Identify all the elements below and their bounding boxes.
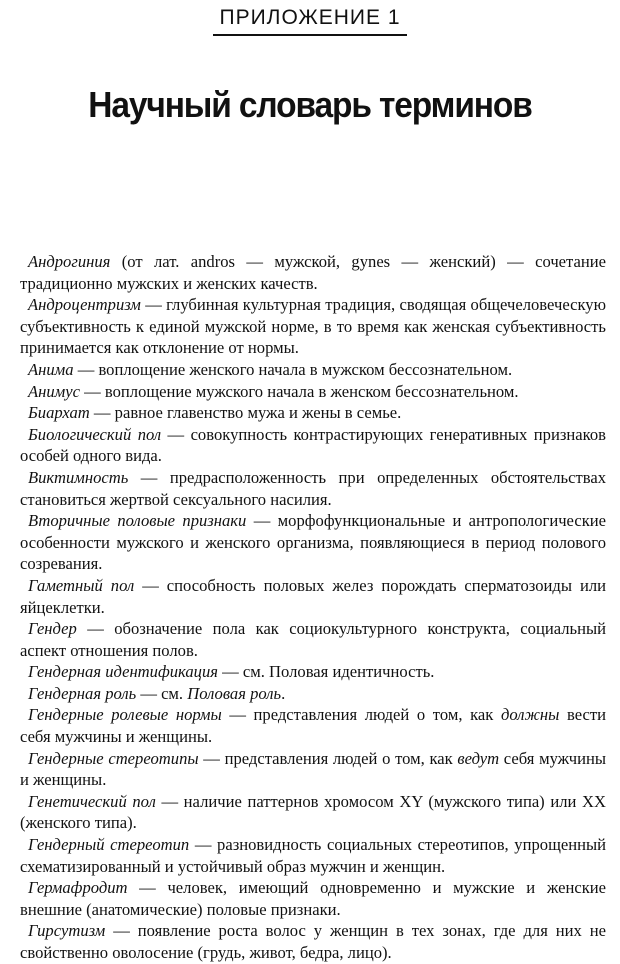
- glossary-emphasis: ведут: [457, 748, 500, 768]
- glossary-entry: [20, 683, 606, 705]
- appendix-label: [0, 6, 620, 36]
- glossary-entry: [20, 920, 606, 963]
- glossary-term: Андроцентризм: [28, 295, 141, 315]
- glossary-definition: — см. Половая идентичность.: [218, 662, 435, 682]
- glossary-entry: [20, 704, 606, 747]
- glossary-definition: — см.: [136, 683, 188, 703]
- glossary-entry: [20, 381, 606, 403]
- glossary-definition-end: .: [281, 683, 286, 703]
- glossary-definition: — появление роста волос у женщин в тех зонах, где для них не свойственно оволосение (грудь, живот, бедра, лицо).: [20, 921, 606, 962]
- appendix-label-text: ПРИЛОЖЕНИЕ 1: [213, 6, 406, 36]
- glossary-entry: [20, 748, 606, 791]
- glossary-term: Генетический пол: [28, 791, 156, 811]
- glossary-definition: — воплощение мужского начала в женском бессознательном.: [80, 381, 519, 401]
- glossary-definition: — представления людей о том, как: [198, 748, 458, 768]
- glossary-definition: — способность половых желез порождать сперматозоиды или яйцеклетки.: [20, 575, 606, 617]
- glossary-definition: — глубинная культурная традиция, сводящая общечеловеческую субъективность к единой мужской норме, в то время как женская субъективность принимается как отклонение от нормы.: [20, 295, 606, 358]
- glossary-term: Вторичные половые признаки: [28, 511, 247, 531]
- glossary-term: Гендерный стереотип: [28, 835, 190, 855]
- glossary-entry: [20, 877, 606, 920]
- glossary-definition: — равное главенство мужа и жены в семье.: [89, 403, 402, 423]
- glossary-term: Гендерные ролевые нормы: [28, 705, 222, 725]
- glossary-term: Анима: [28, 359, 74, 379]
- glossary-definition: (от лат. andros — мужской, gynes — женский) — сочетание традиционно мужских и женских качеств.: [20, 252, 606, 293]
- glossary-term: Гирсутизм: [28, 921, 106, 941]
- glossary-entry: [20, 661, 606, 683]
- glossary-term: Гендерные стереотипы: [28, 748, 199, 768]
- glossary-definition: — разновидность социальных стереотипов, упрощенный схематизированный и устойчивый образ мужчин и женщин.: [20, 835, 606, 876]
- glossary-term: Андрогиния: [28, 252, 111, 271]
- glossary-entry: [20, 791, 606, 834]
- glossary-entry: [20, 402, 606, 424]
- glossary-entry: [20, 834, 606, 877]
- glossary-entry: [20, 251, 606, 294]
- glossary-term: Гендер: [28, 619, 77, 639]
- glossary-entry: [20, 359, 606, 381]
- glossary-definition: — морфофункциональные и антропологические особенности мужского и женского организма, появляющиеся в период полового созревания.: [20, 511, 606, 574]
- glossary: [20, 251, 606, 964]
- glossary-entry: [20, 618, 606, 661]
- glossary-entry: [20, 424, 606, 467]
- glossary-definition-end: себя мужчины и женщины.: [20, 748, 606, 790]
- glossary-entry: [20, 467, 606, 510]
- glossary-term: Биархат: [28, 403, 90, 423]
- page-title: Научный словарь терминов: [88, 84, 532, 125]
- glossary-term: Гермафродит: [28, 878, 128, 898]
- glossary-term: Биологический пол: [28, 424, 162, 444]
- glossary-term: Гендерная роль: [28, 683, 137, 703]
- glossary-definition: — человек, имеющий одновременно и мужские и женские внешние (анатомические) половые признаки.: [20, 878, 606, 919]
- glossary-term: Анимус: [28, 381, 80, 401]
- glossary-entry: [20, 510, 606, 575]
- glossary-definition-end: вести себя мужчины и женщины.: [20, 705, 606, 747]
- glossary-definition: — воплощение женского начала в мужском бессознательном.: [73, 359, 513, 379]
- glossary-definition: — совокупность контрастирующих генеративных признаков особей одного вида.: [20, 424, 606, 466]
- glossary-definition: — предрасположенность при определенных обстоятельствах становиться жертвой сексуального насилия.: [20, 467, 606, 509]
- glossary-definition: — представления людей о том, как: [221, 705, 501, 725]
- glossary-emphasis: Половая роль: [187, 683, 282, 703]
- glossary-term: Виктимность: [28, 467, 129, 487]
- glossary-term: Гендерная идентификация: [28, 662, 218, 682]
- glossary-emphasis: должны: [500, 705, 560, 725]
- glossary-entry: [20, 294, 606, 359]
- glossary-term: Гаметный пол: [28, 575, 135, 595]
- glossary-entry: [20, 575, 606, 618]
- glossary-definition: — наличие паттернов хромосом XY (мужского типа) или XX (женского типа).: [20, 791, 606, 833]
- glossary-definition: — обозначение пола как социокультурного конструкта, социальный аспект отношения полов.: [20, 619, 606, 660]
